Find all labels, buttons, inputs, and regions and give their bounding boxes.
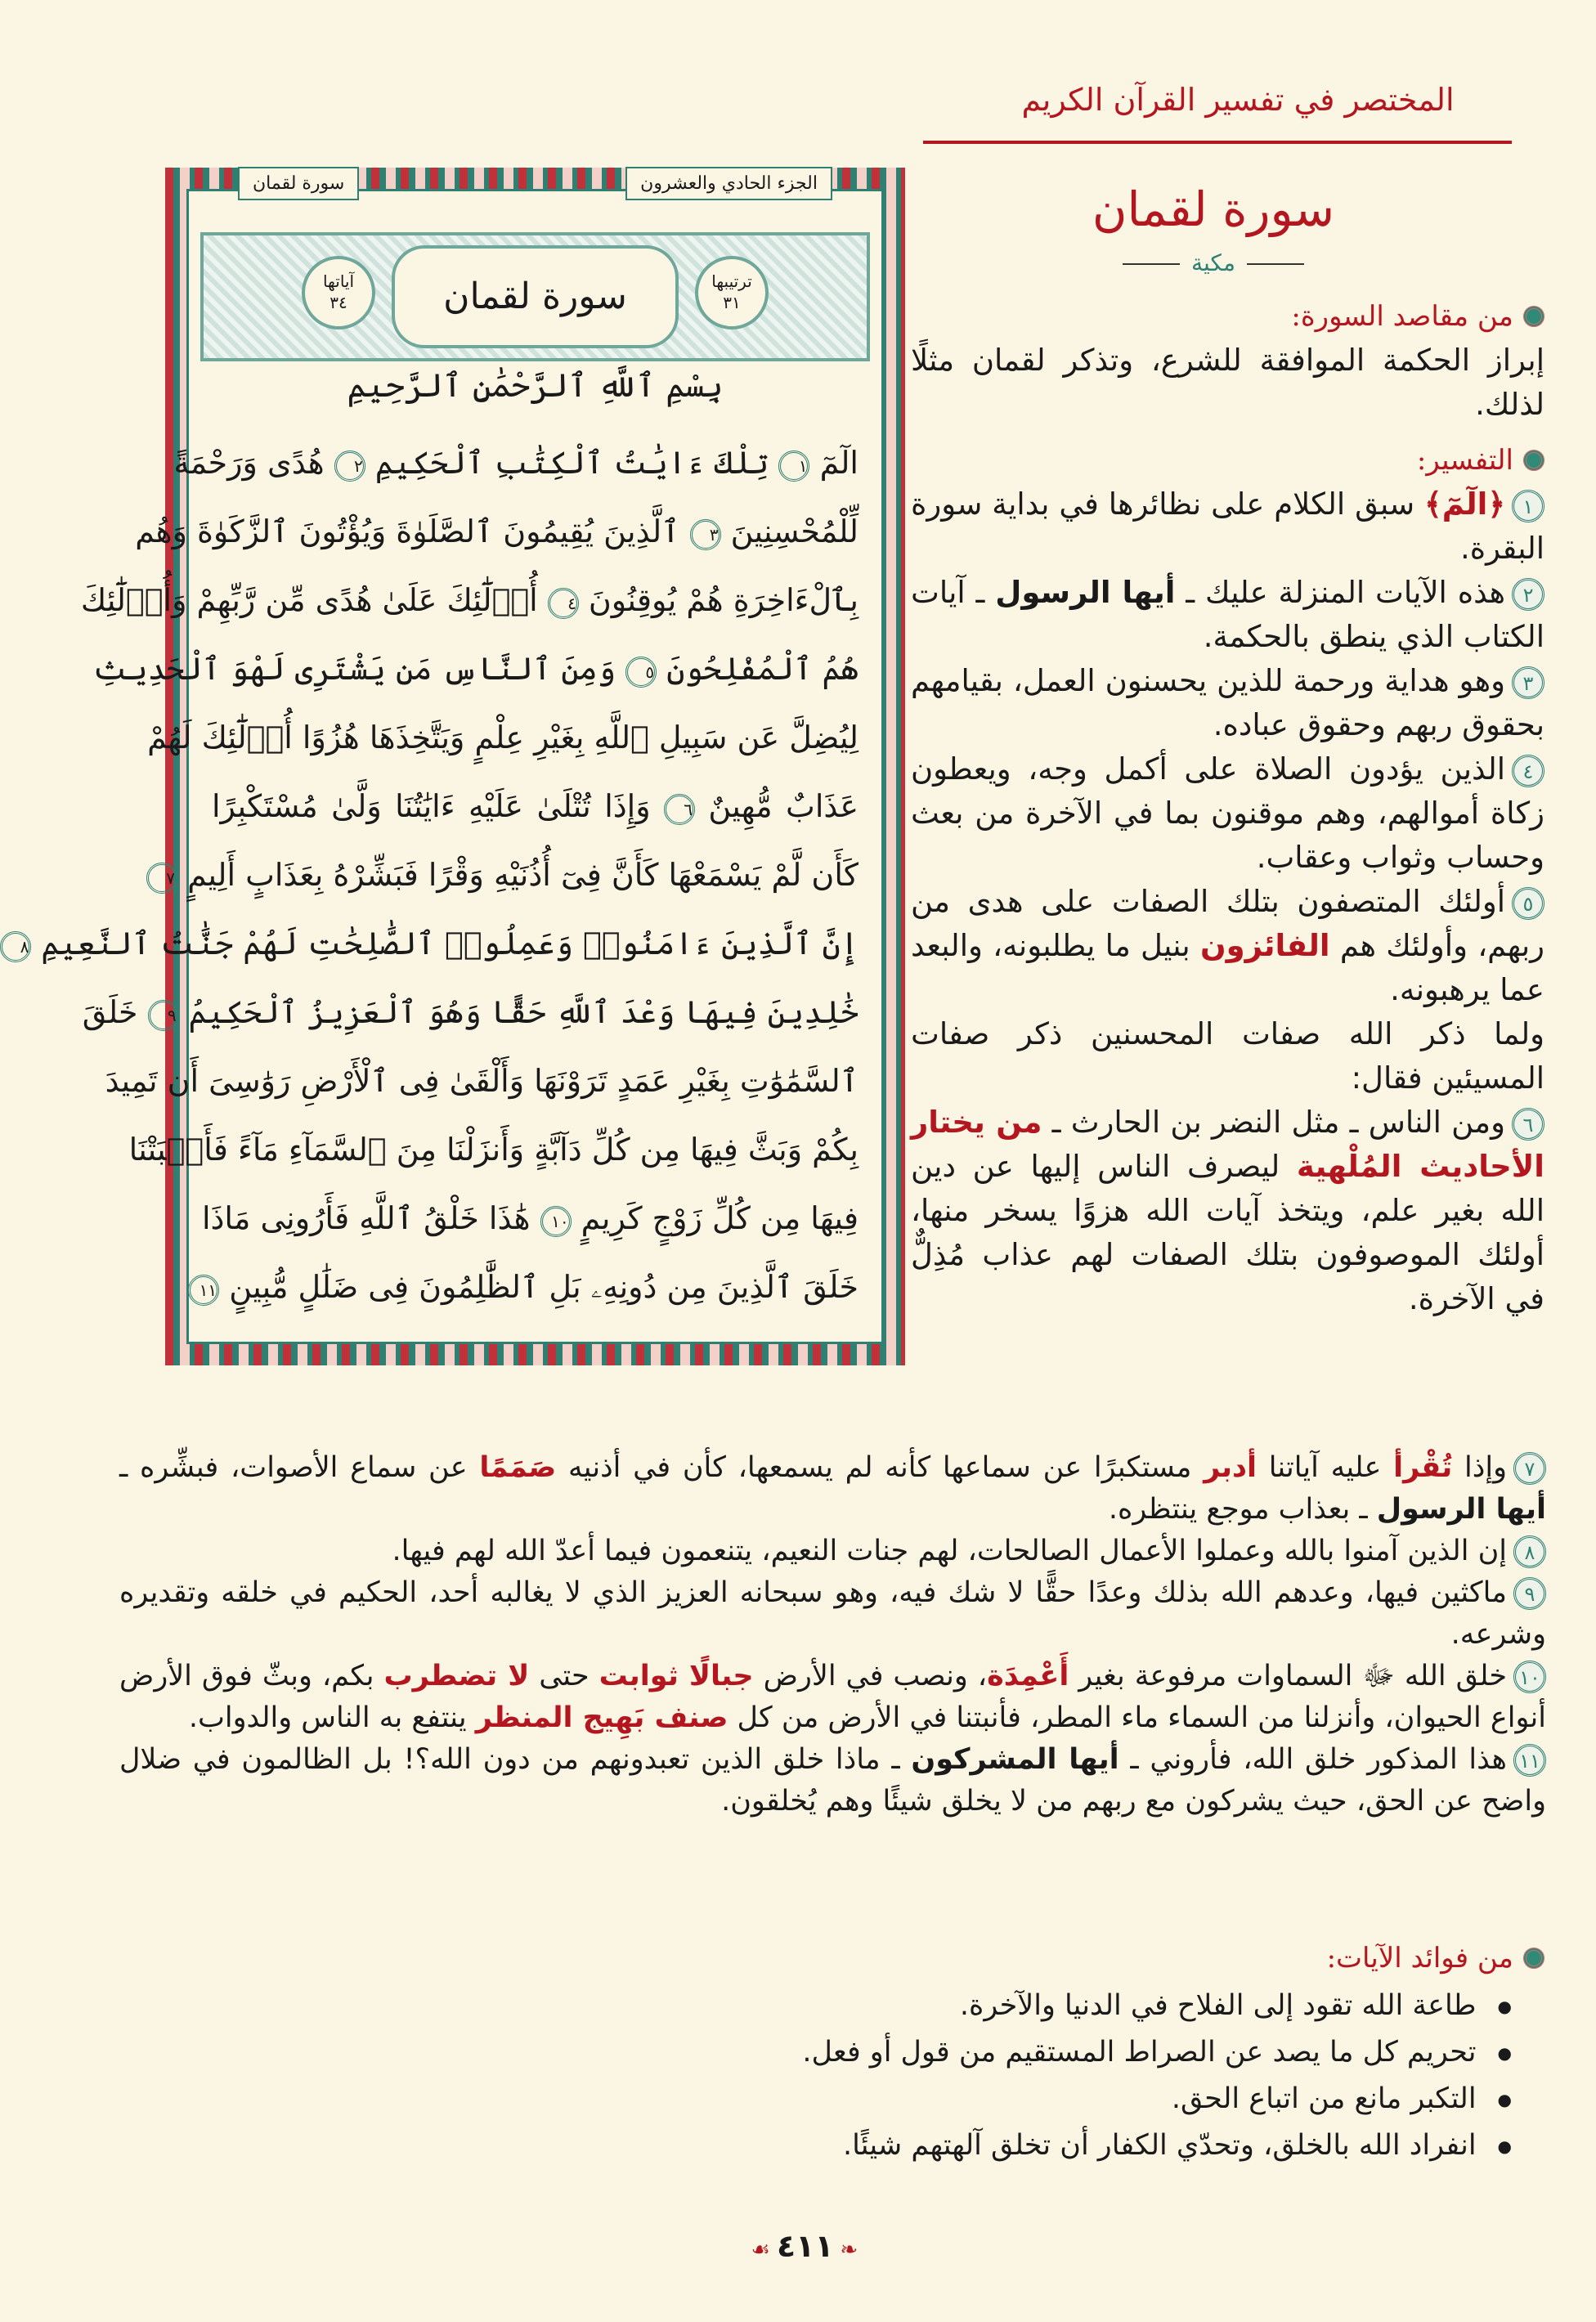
quran-text-segment: هُمُ ٱلْمُفْلِحُونَ: [657, 651, 859, 687]
highlighted-word: من يختار الأحاديث المُلْهية: [911, 1105, 1544, 1184]
ayah-number-marker: ٩: [148, 1000, 179, 1031]
highlighted-word: الفائزون: [1200, 928, 1330, 963]
tafsir-text: ماكثين فيها، وعدهم الله بذلك وعدًا حقًّا لا شك فيه، وهو سبحانه العزيز الذي لا يغالبه أحد، الحكيم في خلقه وتقديره وشرعه.: [119, 1576, 1546, 1651]
ayah-number-marker: ٨: [0, 931, 31, 962]
quran-line: [82, 978, 859, 1047]
ayah-number-badge: ١١: [1513, 1744, 1546, 1777]
tafsir-paragraph: [911, 747, 1544, 880]
quran-text-segment: هَٰذَا خَلْقُ ٱللَّهِ فَأَرُونِى مَاذَا: [201, 1200, 540, 1236]
quran-text-segment: لِّلْمُحْسِنِينَ: [720, 513, 859, 549]
quran-line: [166, 840, 859, 909]
quran-text-segment: خَلَقَ ٱلَّذِينَ مِن دُونِهِۦ بَلِ ٱلظَّٰلِمُونَ فِى ضَلَٰلٍ مُّبِينٍ: [219, 1269, 859, 1305]
quran-text-segment: الٓمٓ: [809, 445, 859, 481]
book-title: المختصر في تفسير القرآن الكريم: [1021, 82, 1455, 118]
quran-text-segment: عَذَابٌ مُّهِينٌ: [694, 788, 859, 824]
fawaid-item: ● التكبر مانع من اتباع الحق.: [134, 2076, 1512, 2123]
quran-line: [212, 772, 859, 840]
quran-line: [20, 909, 859, 978]
tafsir-paragraph: [911, 571, 1544, 659]
tafsir-paragraph: [911, 659, 1544, 747]
banner-title: سورة لقمان: [392, 245, 679, 348]
surah-title: سورة لقمان: [1092, 182, 1335, 237]
mushaf-inner: [20, 173, 884, 1344]
tafsir-text: الذين يؤدون الصلاة على أكمل وجه، ويعطون زكاة أموالهم، وهم موقنون بما في الآخرة من بعث وحساب وثواب وعقاب.: [911, 751, 1544, 875]
tafsir-heading: [911, 438, 1544, 482]
divider: [1123, 263, 1180, 265]
ayah-number-badge: ٨: [1513, 1535, 1546, 1568]
tafsir-text: ليصرف الناس إليها عن دين الله بغير علم، ويتخذ آيات الله هزوًا يسخر منها، أولئك الموصوفون بتلك الصفات لهم عذاب مُذِلٌّ في الآخرة.: [911, 1149, 1544, 1316]
page-number: [690, 2228, 919, 2264]
tafsir-full-width: [119, 1447, 1546, 1822]
quran-text-segment: وَإِذَا تُتْلَىٰ عَلَيْهِ ءَايَٰتُنَا وَلَّىٰ مُسْتَكْبِرًا: [212, 788, 664, 824]
order-label: ترتيبها: [711, 271, 752, 291]
highlighted-word: جبالًا ثوابت: [598, 1660, 754, 1692]
quran-line: [92, 634, 859, 703]
ayah-number-badge: ١٠: [1513, 1661, 1546, 1693]
tafsir-text: ولما ذكر الله صفات المحسنين ذكر صفات المسيئين فقال:: [911, 1016, 1544, 1096]
quran-text-segment: إِنَّ ٱلَّذِينَ ءَامَنُوا۟ وَعَمِلُوا۟ ٱلصَّٰلِحَٰتِ لَهُمْ جَنَّٰتُ ٱلنَّعِيمِ: [31, 926, 859, 962]
tafsir-text: بنيل ما يطلبونه، والبعد عما يرهبونه.: [911, 928, 1544, 1007]
tafsir-text: ، ونصب في الأرض: [753, 1660, 988, 1692]
tafsir-text: ـ بعذاب موجع ينتظره.: [1108, 1493, 1377, 1526]
quran-text-segment: أُو۟لَٰٓئِكَ عَلَىٰ هُدًى مِّن رَّبِّهِمْ وَأُو۟لَٰٓئِكَ: [80, 582, 548, 618]
maqasid-heading-text: من مقاصد السورة:: [1291, 300, 1513, 333]
tafsir-text: هذه الآيات المنزلة عليك ـ: [1175, 575, 1506, 610]
ayah-number-badge: ٥: [1512, 887, 1544, 920]
quran-text-segment: فِيهَا مِن كُلِّ زَوْجٍ كَرِيمٍ: [571, 1200, 859, 1236]
fawaid-section: [134, 1942, 1544, 2169]
tafsir-paragraph: [119, 1739, 1546, 1822]
ayah-number-badge: ٧: [1513, 1452, 1546, 1485]
tafsir-text: عليه آياتنا: [1256, 1451, 1394, 1484]
bold-phrase: أيها الرسول: [1376, 1493, 1546, 1526]
tafsir-text: حتى: [529, 1660, 599, 1692]
fawaid-heading: [134, 1942, 1544, 1975]
right-column: [911, 294, 1544, 1321]
tafsir-text: بكم، وبثّ فوق الأرض أنواع الحيوان، وأنزلنا من السماء ماء المطر، فأنبتنا في الأرض من كل: [119, 1660, 1546, 1734]
tafsir-paragraph: [911, 1012, 1544, 1100]
tafsir-text: عن سماع الأصوات، فبشِّره ـ: [119, 1451, 480, 1484]
tafsir-text: وإذا: [1452, 1451, 1507, 1484]
ayah-number-badge: ٤: [1512, 755, 1544, 787]
tafsir-right-paragraphs: [911, 482, 1544, 1321]
surah-banner: [200, 232, 870, 361]
page-number-text: ٤١١: [776, 2228, 834, 2264]
tafsir-paragraph: [119, 1447, 1546, 1531]
rosette-icon: [1523, 306, 1544, 327]
basmala: بِسْمِ ٱللَّهِ ٱلرَّحْمَٰنِ ٱلرَّحِيمِ: [347, 367, 724, 405]
quran-text-segment: بِكُمْ وَبَثَّ فِيهَا مِن كُلِّ دَآبَّةٍ وَأَنزَلْنَا مِنَ ٱلسَّمَآءِ مَآءً فَأَنۢبَتْنَا: [128, 1132, 859, 1168]
highlighted-word: صنف بَهِيج المنظر: [475, 1701, 729, 1734]
highlighted-word: تُقْرأ: [1393, 1451, 1453, 1484]
tafsir-text: أولئك المتصفون بتلك الصفات على هدى من ربهم، وأولئك هم: [911, 884, 1545, 963]
tafsir-text: ـ ماذا خلق الذين تعبدونهم من دون الله؟! بل الظالمون في ضلال واضح عن الحق، حيث يشركون مع ربهم من لا يخلق شيئًا وهم يُخلقون.: [119, 1743, 1546, 1818]
quran-text-segment: بِٱلْءَاخِرَةِ هُمْ يُوقِنُونَ: [578, 582, 859, 618]
header-rule: [923, 141, 1512, 144]
ornament-icon: ☙: [751, 2238, 770, 2262]
maqasid-text: إبراز الحكمة الموافقة للشرع، وتذكر لقمان مثلًا لذلك.: [911, 343, 1544, 422]
quran-line: [199, 1253, 859, 1321]
order-medallion: [695, 256, 769, 329]
quran-text-segment: ٱلَّذِينَ يُقِيمُونَ ٱلصَّلَوٰةَ وَيُؤْتُونَ ٱلزَّكَوٰةَ وَهُم: [135, 513, 690, 549]
ayah-number-marker: ٢: [334, 451, 365, 482]
ayah-number-marker: ١١: [188, 1275, 219, 1306]
tafsir-text: إن الذين آمنوا بالله وعملوا الأعمال الصالحات، لهم جنات النعيم، يتنعمون فيما أعدّ الله لهم فيها.: [392, 1535, 1507, 1567]
fawaid-heading-text: من فوائد الآيات:: [1326, 1942, 1513, 1975]
quran-line: [201, 1184, 859, 1253]
highlighted-word: أدبر: [1204, 1451, 1257, 1484]
ayah-number-marker: ٤: [548, 588, 579, 619]
ayah-number-marker: ١٠: [540, 1206, 572, 1237]
ayat-label: آياتها: [322, 271, 355, 291]
fawaid-item: ● طاعة الله تقود إلى الفلاح في الدنيا والآخرة.: [134, 1983, 1512, 2029]
juz-label: الجزء الحادي والعشرون: [625, 167, 832, 200]
fawaid-list: [134, 1983, 1544, 2169]
ayah-number-marker: ٧: [146, 863, 177, 894]
tafsir-heading-text: التفسير:: [1416, 444, 1513, 477]
ayat-value: ٣٤: [330, 293, 347, 312]
tafsir-text: خلق الله ﷻ السماوات مرفوعة بغير: [1069, 1660, 1507, 1692]
quran-line: [80, 566, 859, 634]
maqasid-heading: [911, 294, 1544, 338]
ayah-number-marker: ٥: [625, 657, 657, 688]
order-value: ٣١: [723, 293, 741, 312]
tafsir-text: ـ آيات الكتاب الذي ينطق بالحكمة.: [911, 575, 1544, 654]
quran-line: [128, 1115, 859, 1184]
quran-text-segment: خَلَقَ: [82, 994, 148, 1030]
quran-text-segment: وَمِنَ ٱلنَّاسِ مَن يَشْتَرِى لَهْوَ ٱلْحَدِيثِ: [92, 651, 626, 687]
rosette-icon: [1523, 450, 1544, 471]
ayat-medallion: [302, 256, 375, 329]
ayah-number-badge: ٦: [1512, 1108, 1544, 1141]
tafsir-paragraph: [911, 482, 1544, 571]
surah-type: [1042, 249, 1385, 276]
quran-line: [105, 1047, 859, 1115]
quran-text-segment: تِلْكَ ءَايَٰتُ ٱلْكِتَٰبِ ٱلْحَكِيمِ: [365, 445, 779, 481]
quran-line: [135, 497, 859, 566]
highlighted-word: ﴿الٓمٓ﴾: [1424, 486, 1505, 522]
tafsir-text: هذا المذكور خلق الله، فأروني ـ: [1119, 1743, 1507, 1776]
mushaf-page-frame: [20, 168, 905, 1365]
tafsir-text: مستكبرًا عن سماعها كأنه لم يسمعها، كأن في أذنيه: [556, 1451, 1204, 1484]
tafsir-text: سبق الكلام على نظائرها في بداية سورة البقرة.: [911, 486, 1544, 566]
ayah-number-badge: ١: [1512, 490, 1544, 522]
bold-phrase: أيها الرسول: [995, 575, 1176, 610]
quran-text-segment: لِيُضِلَّ عَن سَبِيلِ ٱللَّهِ بِغَيْرِ عِلْمٍ وَيَتَّخِذَهَا هُزُوًا أُو۟لَٰٓئِكَ لَهُمْ: [147, 719, 859, 755]
quran-line: [147, 703, 859, 772]
quran-text: [20, 428, 859, 1321]
ayah-number-badge: ٩: [1513, 1577, 1546, 1610]
tafsir-paragraph: [119, 1572, 1546, 1656]
tafsir-text: ومن الناس ـ مثل النضر بن الحارث ـ: [1042, 1105, 1505, 1140]
tafsir-paragraph: [911, 880, 1544, 1012]
ornament-icon: ❧: [840, 2238, 859, 2262]
fawaid-item: ● تحريم كل ما يصد عن الصراط المستقيم من قول أو فعل.: [134, 2029, 1512, 2076]
highlighted-word: صَمَمًا: [479, 1451, 557, 1484]
tafsir-text: ينتفع به الناس والدواب.: [188, 1701, 476, 1734]
tafsir-paragraph: [911, 1100, 1544, 1321]
ayah-number-marker: ٣: [690, 519, 721, 550]
fawaid-item: ● انفراد الله بالخلق، وتحدّي الكفار أن تخلق آلهتهم شيئًا.: [134, 2123, 1512, 2169]
surah-type-label: مكية: [1191, 249, 1235, 276]
tafsir-paragraph: [119, 1531, 1546, 1572]
bold-phrase: أيها المشركون: [911, 1743, 1119, 1776]
surah-label: سورة لقمان: [238, 167, 359, 200]
ayah-number-marker: ٦: [664, 794, 695, 825]
highlighted-word: لا تضطرب: [383, 1660, 530, 1692]
tafsir-paragraph: [119, 1656, 1546, 1739]
quran-text-segment: ٱلسَّمَٰوَٰتِ بِغَيْرِ عَمَدٍ تَرَوْنَهَا وَأَلْقَىٰ فِى ٱلْأَرْضِ رَوَٰسِىَ أَن تَمِيدَ: [105, 1063, 859, 1099]
highlighted-word: أَعْمِدَة: [987, 1660, 1069, 1692]
quran-text-segment: خَٰلِدِينَ فِيهَا وَعْدَ ٱللَّهِ حَقًّا وَهُوَ ٱلْعَزِيزُ ٱلْحَكِيمُ: [178, 994, 859, 1030]
rosette-icon: [1523, 1948, 1544, 1969]
ayah-number-marker: ١: [778, 451, 809, 482]
ayah-number-badge: ٣: [1512, 666, 1544, 699]
divider: [1247, 263, 1304, 265]
quran-text-segment: هُدًى وَرَحْمَةً: [173, 445, 334, 481]
ayah-number-badge: ٢: [1512, 578, 1544, 611]
quran-line: [173, 428, 859, 497]
quran-text-segment: كَأَن لَّمْ يَسْمَعْهَا كَأَنَّ فِىٓ أُذُنَيْهِ وَقْرًا فَبَشِّرْهُ بِعَذَابٍ أَلِيمٍ: [177, 857, 859, 893]
tafsir-text: وهو هداية ورحمة للذين يحسنون العمل، بقيامهم بحقوق ربهم وحقوق عباده.: [911, 663, 1544, 742]
